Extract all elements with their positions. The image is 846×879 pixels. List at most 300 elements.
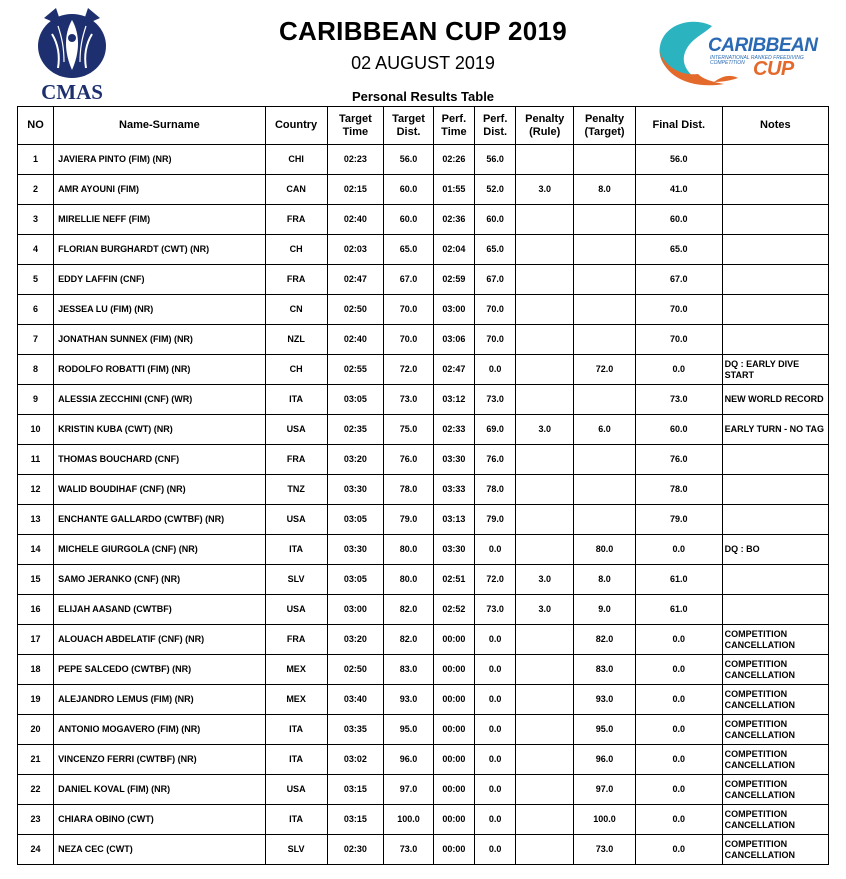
header-penalty-rule: Penalty (Rule)	[516, 107, 574, 145]
cell-penalty-target	[574, 445, 636, 475]
cell-penalty-rule: 3.0	[516, 595, 574, 625]
cell-final-dist: 0.0	[635, 655, 722, 685]
cell-name: CHIARA OBINO (CWT)	[54, 805, 266, 835]
table-row	[18, 235, 829, 265]
cell-country: USA	[265, 595, 327, 625]
cell-target-time: 02:35	[327, 415, 384, 445]
cell-penalty-rule	[516, 295, 574, 325]
cell-penalty-rule	[516, 385, 574, 415]
cell-final-dist: 61.0	[635, 565, 722, 595]
cell-final-dist: 41.0	[635, 175, 722, 205]
logo-subtext: INTERNATIONAL RANKED FREEDIVING COMPETITION	[710, 55, 804, 66]
cell-perf-time: 02:26	[433, 145, 474, 175]
cell-country: MEX	[265, 685, 327, 715]
cell-country: ITA	[265, 805, 327, 835]
cell-target-dist: 56.0	[384, 145, 434, 175]
table-row	[18, 805, 829, 835]
cell-penalty-target	[574, 385, 636, 415]
cell-no: 23	[18, 805, 54, 835]
table-row	[18, 475, 829, 505]
cell-final-dist: 60.0	[635, 205, 722, 235]
cell-final-dist: 65.0	[635, 235, 722, 265]
header-no: NO	[18, 107, 54, 145]
cell-target-dist: 76.0	[384, 445, 434, 475]
cell-perf-dist: 0.0	[475, 745, 516, 775]
cell-no: 2	[18, 175, 54, 205]
cell-target-dist: 95.0	[384, 715, 434, 745]
cell-target-time: 03:15	[327, 805, 384, 835]
cell-penalty-target: 9.0	[574, 595, 636, 625]
cell-perf-dist: 78.0	[475, 475, 516, 505]
cell-no: 6	[18, 295, 54, 325]
cell-no: 20	[18, 715, 54, 745]
cell-perf-time: 00:00	[433, 685, 474, 715]
cell-country: USA	[265, 775, 327, 805]
cell-penalty-rule: 3.0	[516, 175, 574, 205]
cell-final-dist: 76.0	[635, 445, 722, 475]
cell-target-time: 03:20	[327, 625, 384, 655]
cell-target-dist: 97.0	[384, 775, 434, 805]
cell-country: CH	[265, 235, 327, 265]
results-body	[18, 145, 829, 865]
cell-notes	[722, 565, 828, 595]
cell-perf-time: 03:33	[433, 475, 474, 505]
cell-perf-dist: 0.0	[475, 355, 516, 385]
cell-perf-time: 01:55	[433, 175, 474, 205]
cell-no: 22	[18, 775, 54, 805]
cell-perf-dist: 0.0	[475, 715, 516, 745]
cell-no: 3	[18, 205, 54, 235]
cell-penalty-target: 82.0	[574, 625, 636, 655]
table-row	[18, 625, 829, 655]
cell-notes	[722, 205, 828, 235]
cell-penalty-rule	[516, 355, 574, 385]
cell-perf-time: 03:06	[433, 325, 474, 355]
cell-no: 14	[18, 535, 54, 565]
cell-name: AMR AYOUNI (FIM)	[54, 175, 266, 205]
cell-country: FRA	[265, 445, 327, 475]
cell-perf-dist: 0.0	[475, 625, 516, 655]
cell-no: 15	[18, 565, 54, 595]
cell-target-dist: 80.0	[384, 535, 434, 565]
cell-notes: COMPETITION CANCELLATION	[722, 685, 828, 715]
cell-penalty-target: 95.0	[574, 715, 636, 745]
cell-name: EDDY LAFFIN (CNF)	[54, 265, 266, 295]
cell-name: ALESSIA ZECCHINI (CNF) (WR)	[54, 385, 266, 415]
cell-final-dist: 60.0	[635, 415, 722, 445]
cell-penalty-rule	[516, 145, 574, 175]
cell-penalty-target	[574, 475, 636, 505]
cell-name: VINCENZO FERRI (CWTBF) (NR)	[54, 745, 266, 775]
cell-name: JESSEA LU (FIM) (NR)	[54, 295, 266, 325]
table-row	[18, 205, 829, 235]
table-row	[18, 655, 829, 685]
cell-target-time: 03:00	[327, 595, 384, 625]
cell-penalty-rule	[516, 325, 574, 355]
cell-name: PEPE SALCEDO (CWTBF) (NR)	[54, 655, 266, 685]
cell-penalty-rule	[516, 235, 574, 265]
cell-name: ELIJAH AASAND (CWTBF)	[54, 595, 266, 625]
cell-target-time: 02:40	[327, 205, 384, 235]
cell-name: ANTONIO MOGAVERO (FIM) (NR)	[54, 715, 266, 745]
header-perf-dist: Perf. Dist.	[475, 107, 516, 145]
cell-target-time: 03:05	[327, 505, 384, 535]
cell-name: THOMAS BOUCHARD (CNF)	[54, 445, 266, 475]
cell-no: 4	[18, 235, 54, 265]
cell-perf-time: 00:00	[433, 625, 474, 655]
cell-perf-time: 00:00	[433, 715, 474, 745]
cell-penalty-target	[574, 505, 636, 535]
cell-perf-dist: 70.0	[475, 295, 516, 325]
table-row	[18, 835, 829, 865]
cell-target-dist: 96.0	[384, 745, 434, 775]
cell-target-dist: 72.0	[384, 355, 434, 385]
cell-final-dist: 0.0	[635, 835, 722, 865]
cell-penalty-target: 93.0	[574, 685, 636, 715]
cell-perf-dist: 0.0	[475, 535, 516, 565]
cell-notes: EARLY TURN - NO TAG	[722, 415, 828, 445]
cell-penalty-target: 8.0	[574, 565, 636, 595]
cell-no: 10	[18, 415, 54, 445]
cell-target-dist: 67.0	[384, 265, 434, 295]
table-row	[18, 265, 829, 295]
cell-perf-dist: 52.0	[475, 175, 516, 205]
cell-penalty-target: 8.0	[574, 175, 636, 205]
cell-final-dist: 67.0	[635, 265, 722, 295]
cell-penalty-rule	[516, 505, 574, 535]
table-row	[18, 595, 829, 625]
cell-perf-time: 00:00	[433, 745, 474, 775]
cell-penalty-rule	[516, 775, 574, 805]
cell-country: SLV	[265, 835, 327, 865]
cell-notes	[722, 595, 828, 625]
cell-final-dist: 61.0	[635, 595, 722, 625]
cell-notes: COMPETITION CANCELLATION	[722, 655, 828, 685]
table-row	[18, 175, 829, 205]
cell-no: 11	[18, 445, 54, 475]
table-row	[18, 715, 829, 745]
cell-target-time: 02:30	[327, 835, 384, 865]
cell-country: USA	[265, 505, 327, 535]
cell-notes	[722, 295, 828, 325]
cell-notes	[722, 325, 828, 355]
cell-final-dist: 0.0	[635, 715, 722, 745]
cell-target-time: 02:50	[327, 295, 384, 325]
cell-target-time: 03:05	[327, 565, 384, 595]
cell-perf-dist: 67.0	[475, 265, 516, 295]
cell-target-time: 03:05	[327, 385, 384, 415]
event-date: 02 AUGUST 2019	[351, 53, 495, 73]
cell-penalty-rule	[516, 805, 574, 835]
cell-perf-time: 03:12	[433, 385, 474, 415]
cell-perf-dist: 0.0	[475, 805, 516, 835]
cell-country: CHI	[265, 145, 327, 175]
cell-no: 21	[18, 745, 54, 775]
cell-no: 18	[18, 655, 54, 685]
cell-target-time: 02:40	[327, 325, 384, 355]
logo-cup-text: CUP	[753, 58, 794, 80]
cell-target-time: 03:02	[327, 745, 384, 775]
cell-final-dist: 56.0	[635, 145, 722, 175]
table-row	[18, 505, 829, 535]
cell-final-dist: 0.0	[635, 355, 722, 385]
cell-notes: DQ : BO	[722, 535, 828, 565]
cell-final-dist: 0.0	[635, 745, 722, 775]
cell-name: NEZA CEC (CWT)	[54, 835, 266, 865]
cell-penalty-rule	[516, 715, 574, 745]
cell-penalty-target	[574, 265, 636, 295]
cell-final-dist: 70.0	[635, 325, 722, 355]
cell-notes: COMPETITION CANCELLATION	[722, 835, 828, 865]
cell-target-time: 02:47	[327, 265, 384, 295]
cell-target-dist: 73.0	[384, 835, 434, 865]
cell-no: 17	[18, 625, 54, 655]
cell-perf-dist: 0.0	[475, 835, 516, 865]
cell-target-time: 03:40	[327, 685, 384, 715]
cell-perf-time: 02:04	[433, 235, 474, 265]
cell-name: WALID BOUDIHAF (CNF) (NR)	[54, 475, 266, 505]
cell-final-dist: 79.0	[635, 505, 722, 535]
cell-notes	[722, 445, 828, 475]
cell-country: FRA	[265, 265, 327, 295]
cell-no: 5	[18, 265, 54, 295]
header-final-dist: Final Dist.	[635, 107, 722, 145]
table-row	[18, 535, 829, 565]
table-row	[18, 565, 829, 595]
cell-perf-time: 00:00	[433, 655, 474, 685]
header-target-dist: Target Dist.	[384, 107, 434, 145]
cell-final-dist: 0.0	[635, 625, 722, 655]
cell-target-dist: 70.0	[384, 325, 434, 355]
cell-no: 16	[18, 595, 54, 625]
cell-notes: COMPETITION CANCELLATION	[722, 775, 828, 805]
cell-penalty-rule	[516, 205, 574, 235]
cell-target-dist: 82.0	[384, 595, 434, 625]
cell-country: ITA	[265, 535, 327, 565]
cell-penalty-target: 97.0	[574, 775, 636, 805]
cell-country: CH	[265, 355, 327, 385]
cell-target-dist: 65.0	[384, 235, 434, 265]
cell-name: ALEJANDRO LEMUS (FIM) (NR)	[54, 685, 266, 715]
cell-target-dist: 70.0	[384, 295, 434, 325]
table-title: Personal Results Table	[351, 89, 495, 104]
cell-country: ITA	[265, 745, 327, 775]
cell-perf-dist: 0.0	[475, 775, 516, 805]
cell-final-dist: 70.0	[635, 295, 722, 325]
cmas-emblem-icon	[28, 4, 116, 84]
cmas-logo	[28, 4, 116, 104]
cell-final-dist: 73.0	[635, 385, 722, 415]
cell-perf-dist: 60.0	[475, 205, 516, 235]
cell-country: ITA	[265, 385, 327, 415]
header-notes: Notes	[722, 107, 828, 145]
cell-penalty-target	[574, 325, 636, 355]
cell-name: ALOUACH ABDELATIF (CNF) (NR)	[54, 625, 266, 655]
table-row	[18, 325, 829, 355]
cell-target-dist: 60.0	[384, 205, 434, 235]
cell-target-dist: 75.0	[384, 415, 434, 445]
cell-target-dist: 73.0	[384, 385, 434, 415]
cell-notes: NEW WORLD RECORD	[722, 385, 828, 415]
cell-notes: COMPETITION CANCELLATION	[722, 625, 828, 655]
cell-notes: DQ : EARLY DIVE START	[722, 355, 828, 385]
cell-notes	[722, 235, 828, 265]
cell-final-dist: 0.0	[635, 535, 722, 565]
cell-penalty-rule	[516, 835, 574, 865]
cell-perf-dist: 73.0	[475, 595, 516, 625]
cell-country: FRA	[265, 205, 327, 235]
cell-country: ITA	[265, 715, 327, 745]
cell-target-time: 03:35	[327, 715, 384, 745]
cell-final-dist: 78.0	[635, 475, 722, 505]
cell-name: JONATHAN SUNNEX (FIM) (NR)	[54, 325, 266, 355]
cell-name: RODOLFO ROBATTI (FIM) (NR)	[54, 355, 266, 385]
cell-penalty-target	[574, 295, 636, 325]
cell-perf-time: 02:51	[433, 565, 474, 595]
cell-target-dist: 78.0	[384, 475, 434, 505]
table-row	[18, 145, 829, 175]
cell-perf-dist: 69.0	[475, 415, 516, 445]
table-row	[18, 685, 829, 715]
cell-perf-dist: 70.0	[475, 325, 516, 355]
table-row	[18, 445, 829, 475]
cell-target-time: 02:03	[327, 235, 384, 265]
cell-notes: COMPETITION CANCELLATION	[722, 715, 828, 745]
cell-target-dist: 80.0	[384, 565, 434, 595]
cell-penalty-rule	[516, 475, 574, 505]
cell-name: MIRELLIE NEFF (FIM)	[54, 205, 266, 235]
cell-penalty-rule	[516, 745, 574, 775]
cell-perf-time: 03:13	[433, 505, 474, 535]
cell-notes: COMPETITION CANCELLATION	[722, 745, 828, 775]
cmas-logo-text: CMAS	[41, 80, 103, 104]
header-name: Name-Surname	[54, 107, 266, 145]
cell-perf-time: 03:00	[433, 295, 474, 325]
cell-target-time: 03:20	[327, 445, 384, 475]
cell-notes	[722, 145, 828, 175]
cell-penalty-target: 100.0	[574, 805, 636, 835]
cell-notes: COMPETITION CANCELLATION	[722, 805, 828, 835]
table-row	[18, 745, 829, 775]
header-perf-time: Perf. Time	[433, 107, 474, 145]
table-row	[18, 385, 829, 415]
cell-name: KRISTIN KUBA (CWT) (NR)	[54, 415, 266, 445]
table-header-row	[18, 107, 829, 145]
cell-perf-time: 00:00	[433, 775, 474, 805]
cell-name: FLORIAN BURGHARDT (CWT) (NR)	[54, 235, 266, 265]
logo-caribbean-text: CARIBBEAN	[708, 35, 818, 56]
cell-penalty-target: 73.0	[574, 835, 636, 865]
cell-perf-dist: 0.0	[475, 685, 516, 715]
cell-perf-time: 02:52	[433, 595, 474, 625]
cell-perf-time: 02:59	[433, 265, 474, 295]
cell-penalty-target: 96.0	[574, 745, 636, 775]
cell-country: FRA	[265, 625, 327, 655]
header-target-time: Target Time	[327, 107, 384, 145]
cell-target-dist: 79.0	[384, 505, 434, 535]
cell-penalty-target: 80.0	[574, 535, 636, 565]
cell-no: 9	[18, 385, 54, 415]
cell-target-time: 02:55	[327, 355, 384, 385]
table-row	[18, 295, 829, 325]
cell-penalty-rule: 3.0	[516, 415, 574, 445]
table-row	[18, 415, 829, 445]
cell-perf-dist: 73.0	[475, 385, 516, 415]
cell-penalty-target: 72.0	[574, 355, 636, 385]
cell-no: 13	[18, 505, 54, 535]
cell-name: DANIEL KOVAL (FIM) (NR)	[54, 775, 266, 805]
cell-penalty-rule	[516, 655, 574, 685]
cell-name: ENCHANTE GALLARDO (CWTBF) (NR)	[54, 505, 266, 535]
cell-final-dist: 0.0	[635, 805, 722, 835]
cell-no: 8	[18, 355, 54, 385]
cell-perf-dist: 72.0	[475, 565, 516, 595]
cell-perf-time: 02:47	[433, 355, 474, 385]
cell-target-time: 02:50	[327, 655, 384, 685]
caribbean-cup-logo	[652, 12, 822, 92]
cell-target-dist: 100.0	[384, 805, 434, 835]
cell-perf-time: 03:30	[433, 535, 474, 565]
cell-penalty-target	[574, 235, 636, 265]
cell-target-time: 03:30	[327, 475, 384, 505]
cell-perf-time: 03:30	[433, 445, 474, 475]
table-row	[18, 775, 829, 805]
cell-country: USA	[265, 415, 327, 445]
cell-target-time: 02:23	[327, 145, 384, 175]
cell-penalty-rule	[516, 265, 574, 295]
cell-no: 1	[18, 145, 54, 175]
cell-country: NZL	[265, 325, 327, 355]
cell-target-dist: 60.0	[384, 175, 434, 205]
cell-perf-time: 02:36	[433, 205, 474, 235]
cell-penalty-rule: 3.0	[516, 565, 574, 595]
cell-no: 12	[18, 475, 54, 505]
cell-perf-time: 00:00	[433, 835, 474, 865]
cell-country: TNZ	[265, 475, 327, 505]
cell-penalty-target	[574, 145, 636, 175]
cell-no: 19	[18, 685, 54, 715]
cell-perf-dist: 79.0	[475, 505, 516, 535]
page-title: CARIBBEAN CUP 2019	[278, 16, 568, 46]
cell-penalty-target: 6.0	[574, 415, 636, 445]
cell-target-time: 02:15	[327, 175, 384, 205]
cell-country: CN	[265, 295, 327, 325]
cell-perf-dist: 65.0	[475, 235, 516, 265]
cell-target-dist: 93.0	[384, 685, 434, 715]
cell-notes	[722, 505, 828, 535]
cell-final-dist: 0.0	[635, 775, 722, 805]
cell-perf-dist: 76.0	[475, 445, 516, 475]
header-country: Country	[265, 107, 327, 145]
cell-target-time: 03:15	[327, 775, 384, 805]
cell-country: MEX	[265, 655, 327, 685]
cell-notes	[722, 175, 828, 205]
cell-country: SLV	[265, 565, 327, 595]
header-penalty-target: Penalty (Target)	[574, 107, 636, 145]
cell-no: 24	[18, 835, 54, 865]
cell-perf-time: 00:00	[433, 805, 474, 835]
cell-notes	[722, 475, 828, 505]
cell-perf-dist: 0.0	[475, 655, 516, 685]
cell-perf-time: 02:33	[433, 415, 474, 445]
cell-country: CAN	[265, 175, 327, 205]
cell-target-dist: 82.0	[384, 625, 434, 655]
cell-final-dist: 0.0	[635, 685, 722, 715]
cell-name: SAMO JERANKO (CNF) (NR)	[54, 565, 266, 595]
cell-notes	[722, 265, 828, 295]
table-row	[18, 355, 829, 385]
cell-penalty-rule	[516, 445, 574, 475]
